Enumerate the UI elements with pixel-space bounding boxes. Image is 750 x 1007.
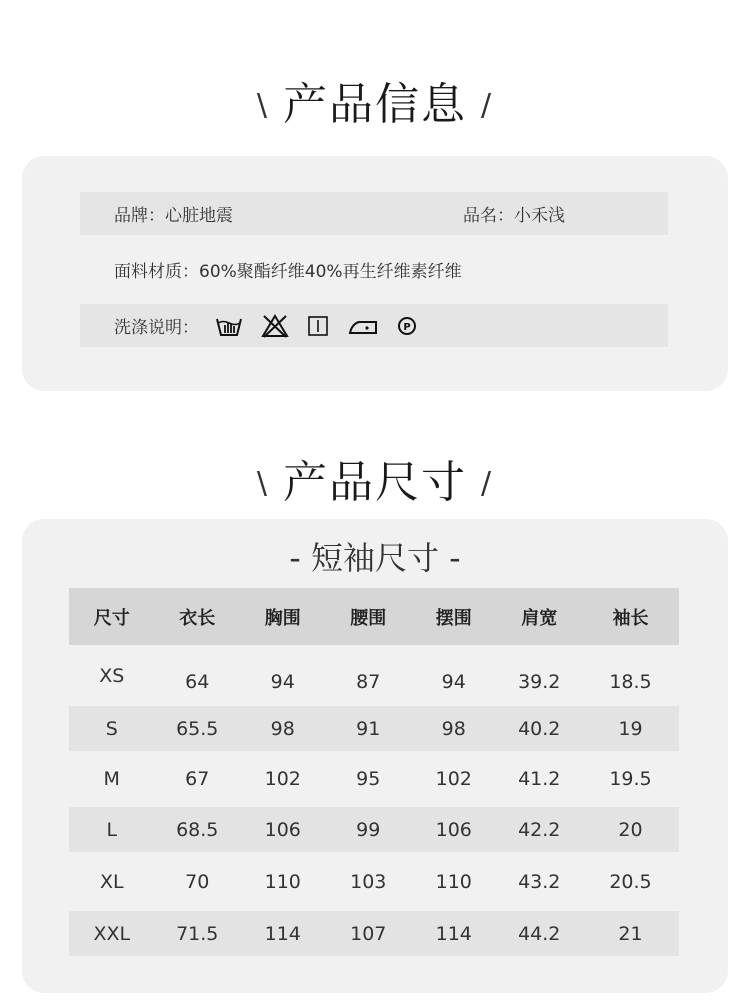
table-row bbox=[69, 852, 679, 911]
cell: 99 bbox=[326, 807, 412, 852]
svg-text:P: P bbox=[403, 321, 411, 333]
cell: 102 bbox=[264, 768, 301, 790]
cell: 106 bbox=[411, 807, 497, 852]
size-section-title-text: 产品尺寸 bbox=[283, 457, 467, 508]
cell: 71.5 bbox=[155, 911, 241, 956]
cell: 91 bbox=[326, 706, 412, 751]
size-table-header bbox=[69, 588, 679, 645]
table-row bbox=[69, 751, 679, 807]
cell: 102 bbox=[435, 768, 472, 790]
cell: 114 bbox=[240, 911, 326, 956]
cell-size: XXL bbox=[69, 911, 155, 956]
cell: 19.5 bbox=[609, 768, 652, 790]
line-dry-icon bbox=[307, 315, 329, 337]
wash-row bbox=[80, 304, 668, 347]
cell: 98 bbox=[240, 706, 326, 751]
cell: 64 bbox=[185, 670, 210, 693]
table-row bbox=[69, 645, 679, 706]
hand-wash-icon bbox=[215, 315, 243, 337]
cell-size: L bbox=[69, 807, 155, 852]
cell-size: XS bbox=[99, 665, 125, 687]
size-table bbox=[69, 588, 679, 956]
cell: 106 bbox=[240, 807, 326, 852]
cell: 94 bbox=[270, 670, 295, 693]
cell: 114 bbox=[411, 911, 497, 956]
cell: 20.5 bbox=[609, 870, 652, 893]
product-info-card bbox=[22, 156, 728, 391]
dry-clean-p-icon bbox=[397, 316, 417, 336]
cell: 87 bbox=[356, 670, 381, 693]
wash-label: 洗涤说明： bbox=[114, 318, 199, 338]
info-section-title: \ 产品信息 / bbox=[256, 79, 494, 130]
brand-text: 品牌：心脏地震 bbox=[114, 206, 233, 226]
header-shoulder: 肩宽 bbox=[497, 588, 583, 645]
product-name-text: 品名：小禾浅 bbox=[463, 206, 565, 226]
cell-size: XL bbox=[99, 870, 124, 893]
size-section-title: \ 产品尺寸 / bbox=[256, 457, 494, 508]
cell: 20 bbox=[582, 807, 679, 852]
table-row bbox=[69, 807, 679, 852]
brand-row bbox=[80, 192, 668, 235]
cell: 110 bbox=[435, 870, 472, 893]
cell: 44.2 bbox=[497, 911, 583, 956]
cell: 103 bbox=[350, 870, 387, 893]
material-text: 面料材质：60%聚酯纤维40%再生纤维素纤维 bbox=[114, 262, 462, 282]
cell: 95 bbox=[356, 768, 381, 790]
size-subtitle: - 短袖尺寸 - bbox=[289, 539, 461, 577]
cell: 70 bbox=[185, 870, 210, 893]
cell: 42.2 bbox=[497, 807, 583, 852]
header-length: 衣长 bbox=[155, 588, 241, 645]
cell: 98 bbox=[411, 706, 497, 751]
cell: 110 bbox=[264, 870, 301, 893]
cell: 43.2 bbox=[518, 870, 561, 893]
cell: 39.2 bbox=[518, 670, 561, 693]
cell: 41.2 bbox=[518, 768, 561, 790]
header-size: 尺寸 bbox=[69, 588, 155, 645]
wash-icons bbox=[215, 314, 417, 338]
cell-size: M bbox=[103, 768, 120, 790]
table-row bbox=[69, 706, 679, 751]
cell: 68.5 bbox=[155, 807, 241, 852]
cell: 67 bbox=[185, 768, 210, 790]
info-section-title-text: 产品信息 bbox=[283, 79, 467, 130]
header-hem: 摆围 bbox=[411, 588, 497, 645]
do-not-bleach-icon bbox=[261, 314, 289, 338]
cell: 65.5 bbox=[155, 706, 241, 751]
cell: 21 bbox=[582, 911, 679, 956]
cell: 18.5 bbox=[609, 670, 652, 693]
iron-low-icon bbox=[347, 316, 379, 336]
size-card bbox=[22, 519, 728, 993]
cell: 107 bbox=[326, 911, 412, 956]
cell: 19 bbox=[582, 706, 679, 751]
header-sleeve: 袖长 bbox=[582, 588, 679, 645]
material-row bbox=[80, 248, 668, 291]
header-chest: 胸围 bbox=[240, 588, 326, 645]
cell: 94 bbox=[441, 670, 466, 693]
cell: 40.2 bbox=[497, 706, 583, 751]
header-waist: 腰围 bbox=[326, 588, 412, 645]
cell-size: S bbox=[69, 706, 155, 751]
table-row bbox=[69, 911, 679, 956]
